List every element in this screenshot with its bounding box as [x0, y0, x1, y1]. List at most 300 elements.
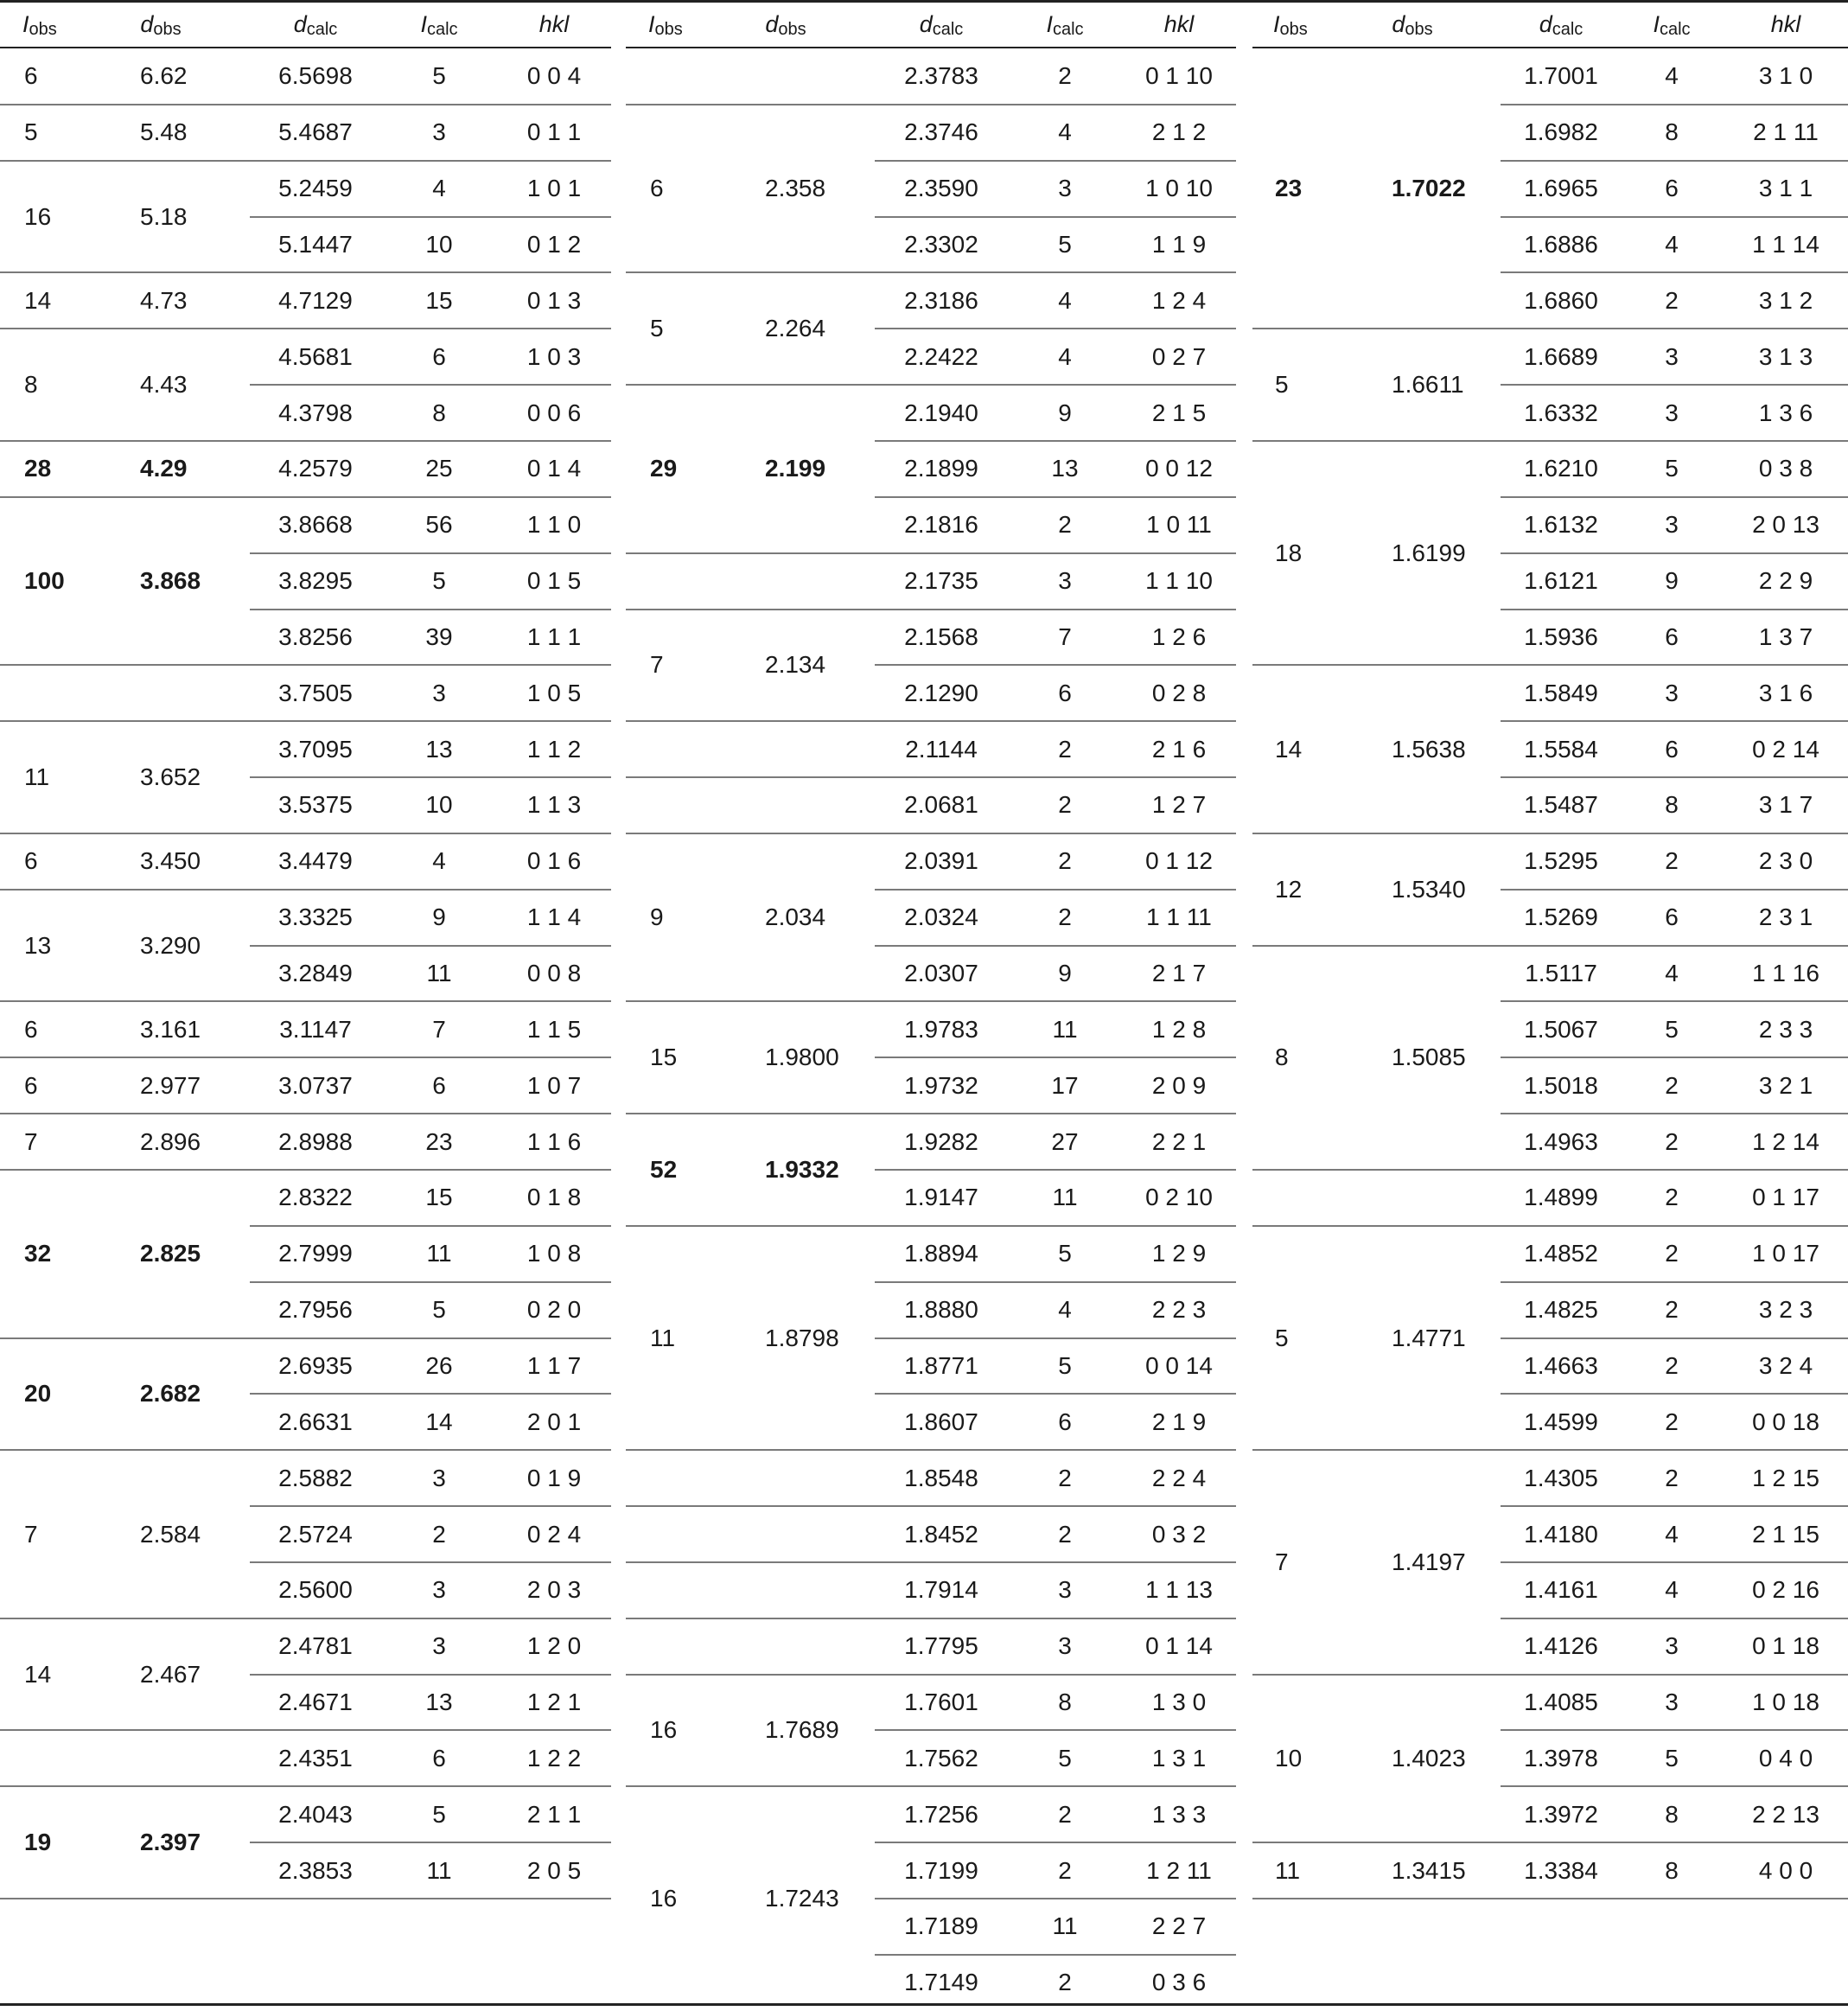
i-calc-value: 26 [425, 1351, 453, 1379]
d-calc-value: 2.7999 [278, 1240, 353, 1267]
d-calc-value: 1.4852 [1524, 1240, 1598, 1267]
i-calc-value: 9 [1058, 399, 1072, 426]
hkl-value: 2 1 1 [526, 1800, 582, 1828]
column-header-label: hkl [1163, 10, 1195, 37]
i-calc-value: 2 [1058, 1800, 1072, 1828]
d-calc-value: 1.4305 [1524, 1464, 1598, 1491]
i-calc-value: 3 [1058, 1632, 1072, 1660]
hkl-value: 3 1 7 [1758, 791, 1813, 819]
i-obs-value: 16 [650, 1885, 678, 1912]
hkl-value: 1 0 11 [1146, 511, 1212, 539]
d-obs-value: 1.7689 [765, 1716, 839, 1744]
d-obs-value: 1.6611 [1392, 371, 1464, 399]
d-calc-value: 1.3978 [1524, 1744, 1598, 1772]
i-calc-value: 4 [1665, 62, 1679, 90]
hkl-value: 3 2 4 [1758, 1351, 1813, 1379]
i-obs-value: 13 [24, 931, 52, 959]
i-calc-value: 5 [432, 567, 446, 595]
i-calc-value: 5 [1665, 1015, 1679, 1043]
d-obs-value: 3.868 [140, 567, 201, 595]
i-calc-value: 8 [1665, 1800, 1679, 1828]
i-calc-value: 2 [1058, 847, 1072, 875]
d-calc-value: 1.5117 [1525, 960, 1597, 987]
hkl-value: 2 0 1 [526, 1408, 582, 1435]
i-obs-value: 32 [24, 1240, 52, 1267]
d-calc-value: 1.4663 [1524, 1351, 1598, 1379]
hkl-value: 1 1 13 [1145, 1576, 1213, 1604]
hkl-value: 1 1 3 [526, 791, 582, 819]
i-calc-value: 13 [1051, 455, 1079, 482]
d-calc-value: 2.3590 [904, 175, 978, 202]
i-calc-value: 4 [1058, 342, 1072, 370]
hkl-value: 2 1 11 [1753, 118, 1819, 146]
i-calc-value: 3 [1058, 175, 1072, 202]
d-calc-value: 2.5600 [278, 1576, 353, 1604]
column-header-subscript: calc [426, 19, 458, 39]
hkl-value: 1 3 7 [1758, 622, 1813, 650]
d-calc-value: 1.5067 [1524, 1015, 1598, 1043]
i-calc-value: 3 [432, 1576, 446, 1604]
i-calc-value: 2 [432, 1520, 446, 1548]
d-calc-value: 1.7795 [904, 1632, 978, 1660]
hkl-value: 0 0 6 [526, 399, 582, 426]
d-obs-value: 5.48 [140, 118, 188, 146]
hkl-value: 2 3 3 [1758, 1015, 1813, 1043]
hkl-value: 1 0 17 [1752, 1240, 1819, 1267]
i-calc-value: 2 [1058, 1856, 1072, 1884]
d-calc-value: 1.4085 [1524, 1689, 1598, 1716]
column-header-d-calc [255, 2, 376, 47]
i-calc-value: 2 [1665, 1296, 1679, 1324]
i-obs-value: 8 [24, 371, 38, 399]
hkl-value: 0 0 8 [526, 960, 582, 987]
d-obs-value: 1.4197 [1392, 1548, 1466, 1575]
i-obs-value: 16 [650, 1716, 678, 1744]
column-header-subscript: calc [306, 19, 338, 39]
i-obs-value: 5 [24, 118, 38, 146]
hkl-value: 1 3 0 [1151, 1689, 1207, 1716]
hkl-value: 1 1 11 [1146, 903, 1212, 931]
d-obs-value: 1.5340 [1392, 875, 1466, 903]
hkl-value: 1 0 10 [1145, 175, 1213, 202]
d-calc-value: 3.8668 [278, 511, 353, 539]
i-calc-value: 9 [1058, 960, 1072, 987]
d-obs-value: 5.18 [140, 202, 188, 230]
i-obs-value: 14 [24, 286, 52, 314]
d-calc-value: 1.6121 [1524, 567, 1598, 595]
group-separator [0, 1898, 611, 1899]
d-calc-value: 3.5375 [278, 791, 353, 819]
d-calc-value: 3.2849 [278, 960, 353, 987]
i-obs-value: 14 [1275, 735, 1303, 763]
hkl-value: 1 2 9 [1151, 1240, 1207, 1267]
i-calc-value: 15 [425, 1184, 453, 1211]
d-obs-value: 2.467 [140, 1660, 201, 1688]
i-calc-value: 3 [432, 1632, 446, 1660]
d-obs-value: 1.5638 [1392, 735, 1466, 763]
d-calc-value: 2.1290 [904, 679, 978, 706]
hkl-value: 3 1 1 [1758, 175, 1813, 202]
i-calc-value: 2 [1665, 1184, 1679, 1211]
i-obs-value: 12 [1275, 875, 1303, 903]
i-calc-value: 5 [432, 1296, 446, 1324]
hkl-value: 1 1 14 [1752, 230, 1819, 258]
d-obs-value [140, 665, 270, 721]
d-calc-value: 1.4599 [1524, 1408, 1598, 1435]
column-header-d-obs [100, 2, 221, 47]
hkl-value: 0 1 5 [526, 567, 582, 595]
d-calc-value: 2.8322 [278, 1184, 353, 1211]
hkl-value: 0 1 6 [526, 847, 582, 875]
i-calc-value: 2 [1058, 1464, 1072, 1491]
i-obs-value: 7 [650, 651, 664, 679]
hkl-value: 0 2 4 [526, 1520, 582, 1548]
i-obs-value [650, 721, 754, 777]
d-calc-value: 2.1899 [904, 455, 978, 482]
d-calc-value: 1.7001 [1524, 62, 1598, 90]
column-header-symbol: I [648, 10, 655, 37]
d-calc-value: 2.6631 [278, 1408, 353, 1435]
d-calc-value: 3.7095 [278, 735, 353, 763]
hkl-value: 0 3 8 [1758, 455, 1813, 482]
d-calc-value: 2.4781 [278, 1632, 353, 1660]
column-header-symbol: d [919, 10, 933, 37]
hkl-value: 2 2 9 [1758, 567, 1813, 595]
d-calc-value: 3.3325 [278, 903, 353, 931]
d-calc-value: 1.9783 [904, 1015, 978, 1043]
column-header-d-obs [725, 2, 846, 47]
d-obs-value: 6.62 [140, 62, 188, 90]
d-calc-value: 4.5681 [278, 342, 353, 370]
d-calc-value: 2.3746 [904, 118, 978, 146]
hkl-value: 0 1 17 [1752, 1184, 1819, 1211]
hkl-value: 2 1 6 [1151, 735, 1207, 763]
d-obs-value: 1.7243 [765, 1885, 839, 1912]
hkl-value: 1 1 16 [1752, 960, 1819, 987]
column-header-subscript: obs [778, 19, 806, 39]
hkl-value: 2 2 3 [1151, 1296, 1207, 1324]
i-obs-value [650, 48, 754, 105]
d-calc-value: 3.1147 [279, 1015, 352, 1043]
hkl-value: 0 1 14 [1145, 1632, 1213, 1660]
i-calc-value: 2 [1058, 903, 1072, 931]
hkl-value: 1 2 0 [526, 1632, 582, 1660]
d-calc-value: 1.9282 [904, 1127, 978, 1155]
i-obs-value: 18 [1275, 539, 1303, 566]
hkl-value: 0 1 8 [526, 1184, 582, 1211]
i-calc-value: 8 [432, 399, 446, 426]
column-header-symbol: I [22, 10, 29, 37]
i-calc-value: 13 [425, 735, 453, 763]
hkl-value: 2 1 7 [1151, 960, 1207, 987]
i-calc-value: 4 [1665, 230, 1679, 258]
d-obs-value: 4.43 [140, 371, 188, 399]
hkl-value: 2 0 13 [1752, 511, 1819, 539]
d-obs-value: 2.825 [140, 1240, 201, 1267]
column-header-symbol: d [1392, 10, 1405, 37]
i-calc-value: 3 [432, 1464, 446, 1491]
i-calc-value: 2 [1058, 735, 1072, 763]
hkl-value: 1 3 6 [1758, 399, 1813, 426]
i-obs-value: 11 [24, 763, 50, 791]
hkl-value: 1 1 1 [526, 622, 582, 650]
i-calc-value: 10 [425, 230, 453, 258]
d-obs-value: 4.29 [140, 455, 188, 482]
hkl-value: 1 2 14 [1752, 1127, 1819, 1155]
hkl-value: 3 1 2 [1758, 286, 1813, 314]
column-header-hkl [1725, 2, 1846, 47]
hkl-value: 0 2 10 [1145, 1184, 1213, 1211]
d-obs-value: 2.682 [140, 1380, 201, 1408]
d-calc-value: 2.4043 [278, 1800, 353, 1828]
d-obs-value: 3.161 [140, 1015, 201, 1043]
i-obs-value [650, 1618, 754, 1675]
column-header-subscript: obs [153, 19, 182, 39]
d-calc-value: 1.6860 [1524, 286, 1598, 314]
i-calc-value: 5 [432, 62, 446, 90]
hkl-value: 2 2 4 [1151, 1464, 1207, 1491]
d-calc-value: 2.5882 [278, 1464, 353, 1491]
hkl-value: 2 2 1 [1151, 1127, 1207, 1155]
i-obs-value: 11 [650, 1324, 676, 1351]
i-calc-value: 2 [1665, 1408, 1679, 1435]
column-header-symbol: d [140, 10, 154, 37]
i-calc-value: 3 [1665, 679, 1679, 706]
i-calc-value: 2 [1058, 62, 1072, 90]
column-header-symbol: I [420, 10, 427, 37]
i-obs-value: 6 [24, 62, 38, 90]
i-calc-value: 8 [1058, 1689, 1072, 1716]
i-calc-value: 3 [1665, 399, 1679, 426]
i-obs-value: 11 [1275, 1856, 1301, 1884]
hkl-value: 1 3 1 [1151, 1744, 1207, 1772]
d-obs-value [765, 1618, 895, 1675]
column-header-subscript: obs [654, 19, 683, 39]
d-calc-value: 1.4161 [1524, 1576, 1598, 1604]
hkl-value: 1 0 8 [526, 1240, 582, 1267]
i-calc-value: 2 [1665, 1127, 1679, 1155]
d-obs-value: 2.584 [140, 1520, 201, 1548]
i-obs-value [24, 1731, 128, 1787]
hkl-value: 3 1 3 [1758, 342, 1813, 370]
hkl-value: 3 1 6 [1758, 679, 1813, 706]
d-obs-value: 3.450 [140, 847, 201, 875]
d-calc-value: 1.8548 [904, 1464, 978, 1491]
hkl-value: 1 2 4 [1151, 286, 1207, 314]
i-calc-value: 5 [1058, 1351, 1072, 1379]
d-calc-value: 1.4126 [1524, 1632, 1598, 1660]
i-calc-value: 15 [425, 286, 453, 314]
d-calc-value: 1.7601 [904, 1689, 978, 1716]
hkl-value: 3 1 0 [1758, 62, 1813, 90]
hkl-value: 0 2 16 [1752, 1576, 1819, 1604]
i-obs-value: 52 [650, 1155, 678, 1183]
hkl-value: 1 0 5 [526, 679, 582, 706]
column-header-symbol: d [293, 10, 307, 37]
i-obs-value: 8 [1275, 1044, 1289, 1071]
hkl-value: 0 4 0 [1758, 1744, 1813, 1772]
d-calc-value: 1.6132 [1524, 511, 1598, 539]
hkl-value: 0 1 2 [526, 230, 582, 258]
d-obs-value [765, 48, 895, 105]
hkl-value: 2 1 2 [1151, 118, 1207, 146]
d-obs-value: 1.7022 [1392, 175, 1466, 202]
column-header-subscript: obs [1405, 19, 1433, 39]
column-header-d-calc [1501, 2, 1622, 47]
d-obs-value: 2.358 [765, 175, 826, 202]
i-obs-value: 10 [1275, 1744, 1303, 1772]
i-obs-value: 5 [650, 315, 664, 342]
d-calc-value: 1.3384 [1524, 1856, 1598, 1884]
i-calc-value: 5 [1665, 455, 1679, 482]
hkl-value: 2 1 9 [1151, 1408, 1207, 1435]
column-header-subscript: calc [1052, 19, 1084, 39]
d-calc-value: 1.9732 [904, 1071, 978, 1099]
d-obs-value: 2.199 [765, 455, 826, 482]
i-calc-value: 13 [425, 1689, 453, 1716]
hkl-value: 0 2 7 [1151, 342, 1207, 370]
d-calc-value: 5.4687 [278, 118, 353, 146]
d-obs-value: 1.6199 [1392, 539, 1466, 566]
d-obs-value: 1.4023 [1392, 1744, 1466, 1772]
i-calc-value: 11 [1052, 1184, 1078, 1211]
d-obs-value: 1.9800 [765, 1044, 839, 1071]
i-obs-value: 14 [24, 1660, 52, 1688]
d-calc-value: 1.4825 [1524, 1296, 1598, 1324]
hkl-value: 0 0 14 [1145, 1351, 1213, 1379]
d-calc-value: 2.3302 [904, 230, 978, 258]
d-calc-value: 3.0737 [278, 1071, 353, 1099]
d-calc-value: 2.3853 [278, 1856, 353, 1884]
d-calc-value: 1.5584 [1524, 735, 1598, 763]
hkl-value: 1 2 6 [1151, 622, 1207, 650]
d-obs-value: 2.977 [140, 1071, 201, 1099]
d-calc-value: 1.5849 [1524, 679, 1598, 706]
d-calc-value: 1.5295 [1524, 847, 1598, 875]
d-calc-value: 3.8295 [278, 567, 353, 595]
hkl-value: 4 0 0 [1758, 1856, 1813, 1884]
d-calc-value: 2.8988 [278, 1127, 353, 1155]
hkl-value: 0 1 9 [526, 1464, 582, 1491]
i-calc-value: 2 [1665, 286, 1679, 314]
d-calc-value: 2.1144 [905, 735, 978, 763]
i-calc-value: 6 [1058, 1408, 1072, 1435]
hkl-value: 0 1 18 [1752, 1632, 1819, 1660]
column-header-symbol: I [1653, 10, 1660, 37]
d-calc-value: 1.6689 [1524, 342, 1598, 370]
hkl-value: 0 3 6 [1151, 1969, 1207, 1996]
i-calc-value: 3 [1665, 1632, 1679, 1660]
d-calc-value: 4.7129 [278, 286, 353, 314]
hkl-value: 2 2 7 [1151, 1912, 1207, 1940]
i-calc-value: 2 [1058, 1520, 1072, 1548]
i-calc-value: 5 [1058, 1240, 1072, 1267]
i-obs-value: 100 [24, 567, 65, 595]
hkl-value: 1 2 15 [1752, 1464, 1819, 1491]
hkl-value: 0 1 12 [1145, 847, 1213, 875]
d-obs-value: 3.652 [140, 763, 201, 791]
hkl-value: 1 2 7 [1151, 791, 1207, 819]
column-header-i-calc [379, 2, 500, 47]
column-header-label: hkl [1770, 10, 1801, 37]
d-calc-value: 2.4671 [278, 1689, 353, 1716]
i-calc-value: 2 [1665, 1071, 1679, 1099]
d-obs-value [765, 1450, 895, 1506]
i-calc-value: 2 [1665, 1351, 1679, 1379]
d-calc-value: 1.7562 [904, 1744, 978, 1772]
d-obs-value: 3.290 [140, 931, 201, 959]
i-calc-value: 17 [1051, 1071, 1079, 1099]
hkl-value: 2 0 5 [526, 1856, 582, 1884]
hkl-value: 1 1 2 [526, 735, 582, 763]
d-calc-value: 1.4899 [1524, 1184, 1598, 1211]
d-obs-value [765, 553, 895, 610]
i-obs-value: 6 [24, 1071, 38, 1099]
i-calc-value: 7 [1058, 622, 1072, 650]
d-calc-value: 1.4963 [1524, 1127, 1598, 1155]
i-calc-value: 3 [432, 679, 446, 706]
i-calc-value: 14 [425, 1408, 453, 1435]
i-calc-value: 2 [1665, 847, 1679, 875]
column-header-d-calc [881, 2, 1002, 47]
d-calc-value: 1.7189 [904, 1912, 978, 1940]
i-calc-value: 11 [1052, 1015, 1078, 1043]
i-calc-value: 4 [1058, 1296, 1072, 1324]
hkl-value: 1 0 18 [1752, 1689, 1819, 1716]
d-obs-value: 2.134 [765, 651, 826, 679]
d-calc-value: 1.8452 [904, 1520, 978, 1548]
i-calc-value: 11 [1052, 1912, 1078, 1940]
i-calc-value: 4 [1665, 960, 1679, 987]
i-calc-value: 39 [425, 622, 453, 650]
i-obs-value: 9 [650, 903, 664, 931]
i-calc-value: 2 [1665, 1464, 1679, 1491]
hkl-value: 1 1 5 [526, 1015, 582, 1043]
d-calc-value: 3.4479 [278, 847, 353, 875]
i-obs-value: 7 [24, 1520, 38, 1548]
d-calc-value: 2.0324 [904, 903, 978, 931]
d-calc-value: 2.1816 [904, 511, 978, 539]
i-calc-value: 11 [426, 1240, 452, 1267]
column-header-hkl [494, 2, 615, 47]
d-obs-value [765, 1562, 895, 1618]
d-calc-value: 1.7256 [904, 1800, 978, 1828]
i-obs-value [650, 1506, 754, 1562]
d-calc-value: 1.7914 [904, 1576, 978, 1604]
i-obs-value: 28 [24, 455, 52, 482]
column-header-symbol: d [765, 10, 779, 37]
i-calc-value: 2 [1058, 791, 1072, 819]
i-obs-value [650, 777, 754, 833]
i-obs-value: 6 [24, 847, 38, 875]
i-calc-value: 2 [1665, 1240, 1679, 1267]
d-calc-value: 1.6332 [1524, 399, 1598, 426]
i-obs-value: 19 [24, 1829, 52, 1856]
i-obs-value: 6 [650, 175, 664, 202]
column-header-hkl [1118, 2, 1239, 47]
d-calc-value: 2.0681 [904, 791, 978, 819]
hkl-value: 0 1 10 [1145, 62, 1213, 90]
d-calc-value: 1.5018 [1524, 1071, 1598, 1099]
i-calc-value: 6 [1665, 903, 1679, 931]
i-calc-value: 23 [425, 1127, 453, 1155]
d-calc-value: 5.2459 [278, 175, 353, 202]
hkl-value: 0 1 1 [526, 118, 582, 146]
column-header-subscript: calc [1552, 19, 1584, 39]
hkl-value: 1 2 2 [526, 1744, 582, 1772]
hkl-value: 1 2 8 [1151, 1015, 1207, 1043]
i-calc-value: 6 [432, 342, 446, 370]
